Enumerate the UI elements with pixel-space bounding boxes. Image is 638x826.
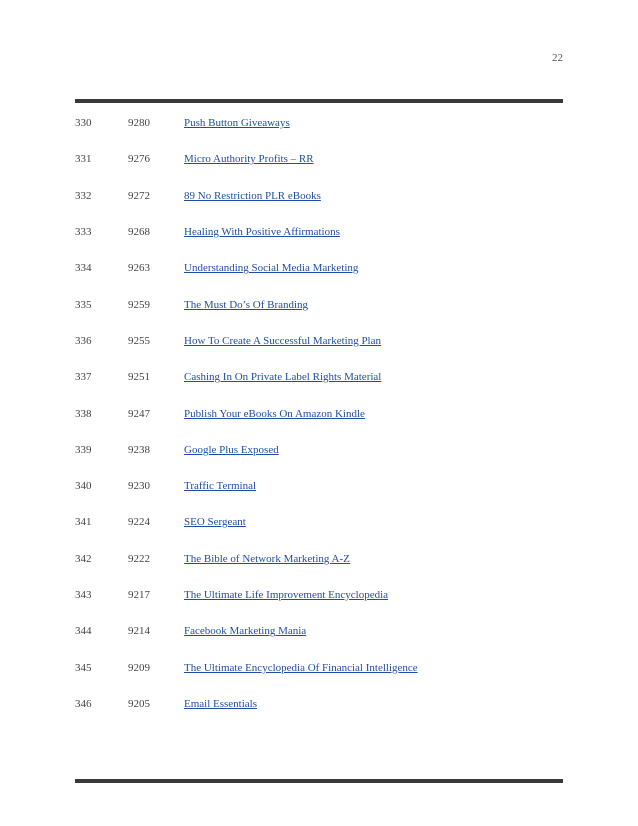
item-title-link[interactable]: The Bible of Network Marketing A-Z <box>184 552 350 565</box>
item-title-cell <box>184 625 306 637</box>
item-title-link[interactable]: 89 No Restriction PLR eBooks <box>184 189 321 202</box>
item-title-link[interactable]: How To Create A Successful Marketing Plan <box>184 334 381 347</box>
item-title-link[interactable]: Traffic Terminal <box>184 480 257 493</box>
item-id: 9255 <box>128 334 150 347</box>
item-number: 342 <box>75 552 92 565</box>
list-item <box>75 323 563 359</box>
list-item <box>75 141 563 177</box>
list-item <box>75 649 563 685</box>
item-title-link[interactable]: Cashing In On Private Label Rights Material <box>184 371 382 384</box>
item-title-cell <box>184 516 246 528</box>
item-title-cell <box>184 335 381 347</box>
item-id: 9263 <box>128 262 150 275</box>
item-title-cell <box>184 698 257 710</box>
item-title-cell <box>184 299 308 311</box>
item-number: 346 <box>75 697 92 710</box>
list-item <box>75 286 563 322</box>
item-title-cell <box>184 553 350 565</box>
item-title-link[interactable]: The Ultimate Life Improvement Encyclopedia <box>184 589 389 601</box>
list-item <box>75 395 563 431</box>
item-id: 9238 <box>128 443 150 456</box>
item-title-link[interactable]: Email Essentials <box>184 697 258 710</box>
list-item <box>75 250 563 286</box>
list-item <box>75 214 563 250</box>
item-title-link[interactable]: Healing With Positive Affirmations <box>184 226 340 239</box>
item-number: 336 <box>75 334 92 347</box>
item-number: 339 <box>75 443 92 456</box>
list-item <box>75 359 563 395</box>
item-title-link[interactable]: Understanding Social Media Marketing <box>184 262 359 275</box>
item-title-link[interactable]: The Must Do’s Of Branding <box>184 298 309 311</box>
list-item <box>75 432 563 468</box>
item-title-cell <box>184 589 388 601</box>
item-title-cell <box>184 117 290 129</box>
item-id: 9251 <box>128 371 150 384</box>
list-item <box>75 178 563 214</box>
top-rule <box>75 99 563 103</box>
list-item <box>75 541 563 577</box>
item-title-link[interactable]: SEO Sergeant <box>184 516 246 529</box>
item-title-link[interactable]: Facebook Marketing Mania <box>184 625 307 638</box>
item-number: 335 <box>75 298 92 311</box>
list-item <box>75 686 563 722</box>
item-number: 338 <box>75 407 92 420</box>
item-title-cell <box>184 444 279 456</box>
item-title-cell <box>184 371 381 383</box>
item-title-link[interactable]: Publish Your eBooks On Amazon Kindle <box>184 407 365 420</box>
item-id: 9217 <box>128 589 150 601</box>
item-id: 9205 <box>128 697 150 710</box>
list-item <box>75 105 563 141</box>
list-item <box>75 468 563 504</box>
item-id: 9259 <box>128 298 150 311</box>
item-title-cell <box>184 408 365 420</box>
item-id: 9280 <box>128 117 150 130</box>
item-number: 345 <box>75 661 92 674</box>
list-item <box>75 504 563 540</box>
item-id: 9214 <box>128 625 150 638</box>
item-id: 9224 <box>128 516 150 529</box>
item-id: 9272 <box>128 189 150 202</box>
item-number: 332 <box>75 189 92 202</box>
item-title-link[interactable]: Push Button Giveaways <box>184 117 290 130</box>
item-title-cell <box>184 262 358 274</box>
item-title-cell <box>184 153 314 165</box>
item-id: 9209 <box>128 661 150 674</box>
item-number: 343 <box>75 589 92 601</box>
page-number: 22 <box>552 52 563 64</box>
item-number: 344 <box>75 625 92 638</box>
item-number: 341 <box>75 516 92 529</box>
item-id: 9268 <box>128 226 150 239</box>
list-item <box>75 613 563 649</box>
item-title-cell <box>184 662 418 674</box>
item-number: 334 <box>75 262 92 275</box>
item-number: 337 <box>75 371 92 384</box>
item-id: 9222 <box>128 552 150 565</box>
item-number: 330 <box>75 117 92 130</box>
item-title-cell <box>184 190 321 202</box>
item-id: 9230 <box>128 480 150 493</box>
item-title-cell <box>184 226 340 238</box>
item-number: 331 <box>75 153 92 166</box>
item-title-link[interactable]: The Ultimate Encyclopedia Of Financial Intelligence <box>184 661 418 674</box>
item-number: 333 <box>75 226 92 239</box>
bottom-rule <box>75 779 563 783</box>
item-title-cell <box>184 480 256 492</box>
product-list <box>75 105 563 722</box>
item-id: 9276 <box>128 153 150 166</box>
item-number: 340 <box>75 480 92 493</box>
item-title-link[interactable]: Google Plus Exposed <box>184 443 279 456</box>
list-item <box>75 577 563 613</box>
item-id: 9247 <box>128 407 150 420</box>
item-title-link[interactable]: Micro Authority Profits – RR <box>184 153 314 166</box>
